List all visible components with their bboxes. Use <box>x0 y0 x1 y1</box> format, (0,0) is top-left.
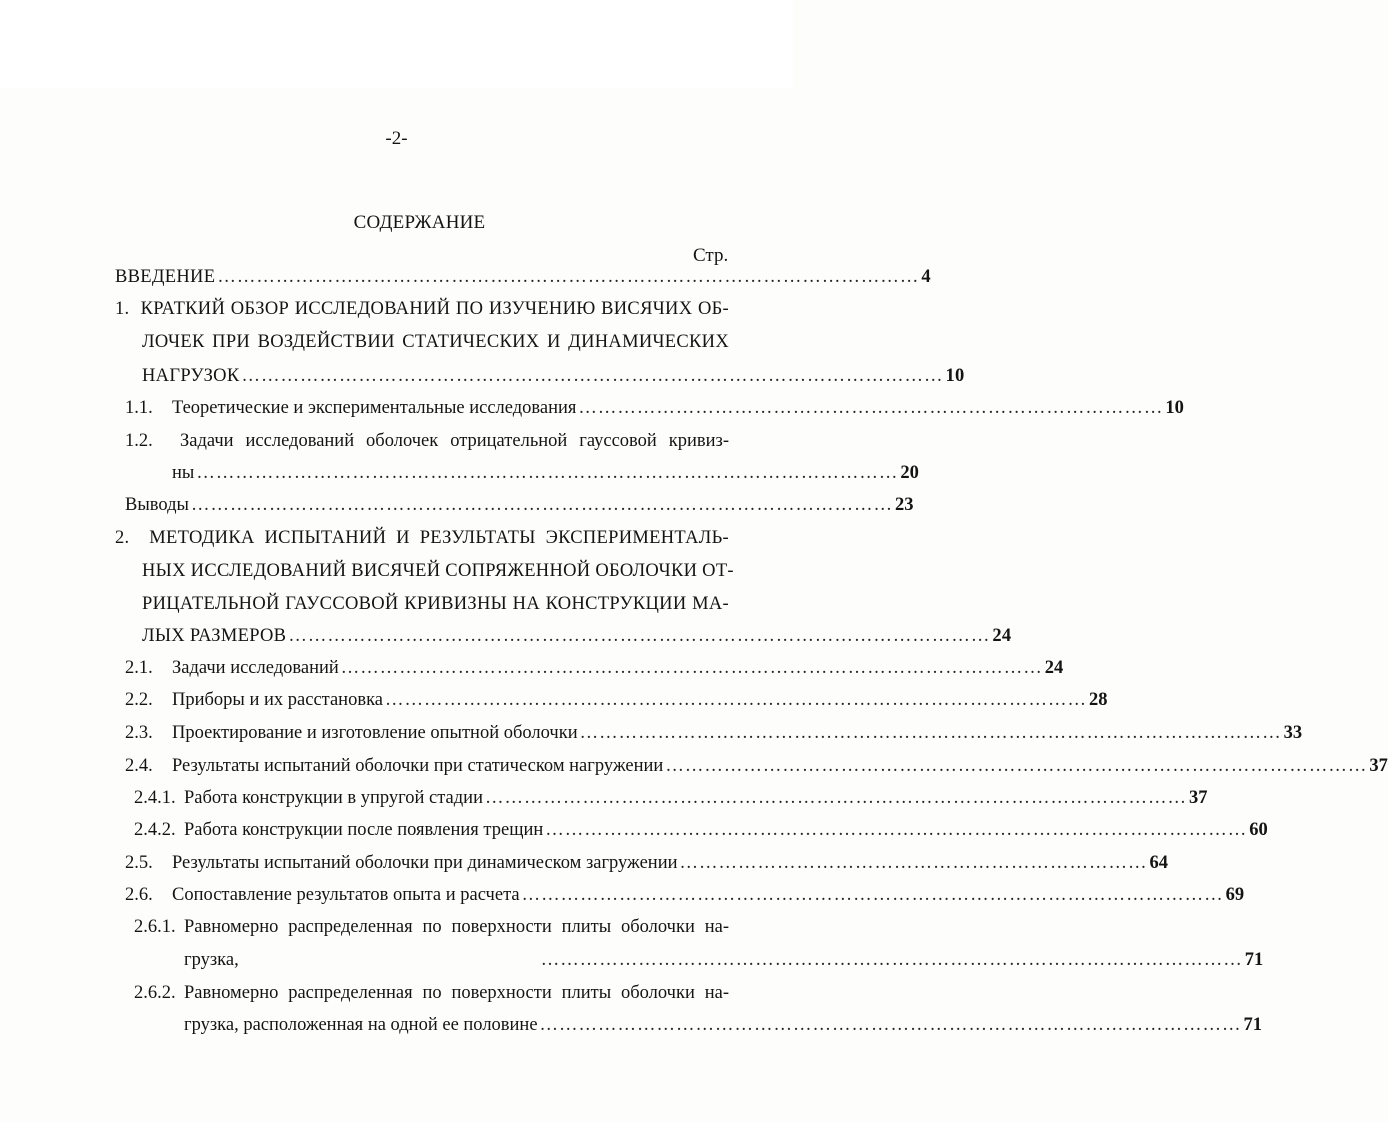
leader-dots: ……………………………………………………………………………………………… <box>545 820 1248 840</box>
toc-num-2-4: 2.4. <box>125 756 153 776</box>
leader-dots: ……………………………………………………………………………………………… <box>196 463 899 483</box>
toc-entry-page: 24 <box>992 626 1012 646</box>
toc-entry-text: ЛЫХ РАЗМЕРОВ <box>142 626 287 646</box>
leader-dots: ……………………………………………………………………………………………… <box>579 723 1282 743</box>
toc-num-2-6-2: 2.6.2. <box>134 983 176 1003</box>
leader-dots: ……………………………………………………………………………… <box>578 398 1164 418</box>
toc-num-2-1: 2.1. <box>125 658 153 678</box>
toc-entry-1-2-line-1: Задачи исследований оболочек отрицательной гауссовой кривиз- <box>180 431 729 451</box>
toc-entry-2-5 <box>172 852 1169 874</box>
toc-num-2-6-1: 2.6.1. <box>134 917 176 937</box>
toc-entry-text: Работа конструкции в упругой стадии <box>184 788 483 808</box>
toc-chapter-2-line-3: РИЦАТЕЛЬНОЙ ГАУССОВОЙ КРИВИЗНЫ НА КОНСТРУКЦИИ МА- <box>142 594 729 614</box>
leader-dots: ……………………………………………………………… <box>679 853 1148 873</box>
toc-num-2-4-2: 2.4.2. <box>134 820 176 840</box>
toc-num-1-1: 1.1. <box>125 398 153 418</box>
toc-entry-page: 60 <box>1249 820 1268 840</box>
toc-chapter-2-line-1 <box>115 527 729 549</box>
toc-entry-page: 10 <box>945 366 965 386</box>
toc-entry-2-1 <box>172 657 1064 679</box>
toc-entry-text: грузка, расположенная на одной ее половине <box>184 1015 538 1035</box>
toc-entry-page: 20 <box>900 463 919 483</box>
toc-entry-2-6-1-line-2 <box>184 949 1264 971</box>
toc-entry-2-6-2-line-1: Равномерно распределенная по поверхности плиты оболочки на- <box>184 983 729 1003</box>
toc-entry-text: ны <box>172 463 195 483</box>
leader-dots: ……………………………………………………………………………………………… <box>190 495 893 515</box>
toc-entry-page: 23 <box>894 495 914 515</box>
toc-num-2-3: 2.3. <box>125 723 153 743</box>
leader-dots: ……………………………………………………………………………………………… <box>241 366 944 386</box>
page-number: -2- <box>385 128 408 149</box>
toc-entry-text: ВВЕДЕНИЕ <box>115 267 216 287</box>
toc-entry-page: 10 <box>1165 398 1184 418</box>
toc-entry-2-6-2-line-2 <box>184 1014 1263 1036</box>
toc-entry-text: грузка, <box>184 950 239 970</box>
toc-entry-text: Сопоставление результатов опыта и расчета <box>172 885 520 905</box>
toc-entry-2-4-1 <box>184 787 1208 809</box>
toc-entry-text: Задачи исследований <box>172 658 339 678</box>
toc-entry-page: 69 <box>1225 885 1245 905</box>
toc-entry-intro <box>115 266 931 288</box>
leader-dots: ……………………………………………………………………………………………… <box>484 788 1187 808</box>
toc-entry-text: КРАТКИЙ ОБЗОР ИССЛЕДОВАНИЙ ПО ИЗУЧЕНИЮ ВИСЯЧИХ ОБ- <box>140 299 729 319</box>
toc-entry-page: 24 <box>1044 658 1064 678</box>
leader-dots: ……………………………………………………………………………………………… <box>539 1015 1242 1035</box>
toc-chapter-2-line-4 <box>142 625 1012 647</box>
toc-entry-text: МЕТОДИКА ИСПЫТАНИЙ И РЕЗУЛЬТАТЫ ЭКСПЕРИМЕНТАЛЬ- <box>149 528 729 548</box>
toc-entry-page: 71 <box>1244 950 1264 970</box>
toc-chapter-2-line-2: НЫХ ИССЛЕДОВАНИЙ ВИСЯЧЕЙ СОПРЯЖЕННОЙ ОБОЛОЧКИ ОТ- <box>142 561 734 581</box>
leader-dots: ……………………………………………………………………………………………… <box>665 756 1368 776</box>
toc-entry-1-2-line-2 <box>172 462 919 484</box>
toc-entry-page: 37 <box>1369 756 1388 776</box>
leader-dots: ……………………………………………………………………………………………… <box>540 950 1243 970</box>
toc-entry-text: Работа конструкции после появления трещин <box>184 820 544 840</box>
toc-num-2-4-1: 2.4.1. <box>134 788 176 808</box>
toc-entry-page: 33 <box>1283 723 1303 743</box>
toc-title: СОДЕРЖАНИЕ <box>353 212 486 233</box>
toc-entry-2-4-2 <box>184 819 1268 841</box>
toc-chapter-1-line-3 <box>142 365 965 387</box>
toc-entry-text: Результаты испытаний оболочки при динамическом загружении <box>172 853 678 873</box>
toc-entry-text: Выводы <box>125 495 189 515</box>
toc-chapter-number: 1. <box>115 299 130 319</box>
toc-entry-text: Результаты испытаний оболочки при статическом нагружении <box>172 756 664 776</box>
toc-entry-conclusions <box>125 494 914 516</box>
toc-entry-page: 37 <box>1188 788 1208 808</box>
toc-entry-1-1 <box>172 397 1184 419</box>
scan-top-margin <box>0 0 793 88</box>
toc-entry-page: 4 <box>921 267 931 287</box>
leader-dots: ……………………………………………………………………………………………… <box>340 658 1043 678</box>
leader-dots: ……………………………………………………………………………………………… <box>217 267 920 287</box>
toc-entry-page: 71 <box>1243 1015 1263 1035</box>
toc-entry-text: Приборы и их расстановка <box>172 690 383 710</box>
toc-entry-page: 64 <box>1149 853 1169 873</box>
toc-entry-text: Теоретические и экспериментальные исследования <box>172 398 577 418</box>
page-column-label: Стр. <box>693 245 729 266</box>
toc-entry-page: 28 <box>1089 690 1108 710</box>
toc-entry-2-6-1-line-1: Равномерно распределенная по поверхности плиты оболочки на- <box>184 917 729 937</box>
toc-num-1-2: 1.2. <box>125 431 153 451</box>
leader-dots: ……………………………………………………………………………………………… <box>288 626 991 646</box>
toc-chapter-number: 2. <box>115 528 130 548</box>
toc-chapter-1-line-2: ЛОЧЕК ПРИ ВОЗДЕЙСТВИИ СТАТИЧЕСКИХ И ДИНАМИЧЕСКИХ <box>142 332 729 352</box>
leader-dots: ……………………………………………………………………………………………… <box>385 690 1087 710</box>
toc-chapter-1-line-1 <box>115 298 729 320</box>
leader-dots: ……………………………………………………………………………………………… <box>521 885 1224 905</box>
toc-entry-text: Проектирование и изготовление опытной оболочки <box>172 723 578 743</box>
toc-entry-text: НАГРУЗОК <box>142 366 240 386</box>
toc-num-2-2: 2.2. <box>125 690 153 710</box>
toc-entry-2-3 <box>172 722 1303 744</box>
toc-entry-2-4 <box>172 755 1388 777</box>
toc-entry-2-2 <box>172 689 1108 711</box>
toc-entry-2-6 <box>172 884 1245 906</box>
toc-num-2-5: 2.5. <box>125 853 153 873</box>
toc-num-2-6: 2.6. <box>125 885 153 905</box>
